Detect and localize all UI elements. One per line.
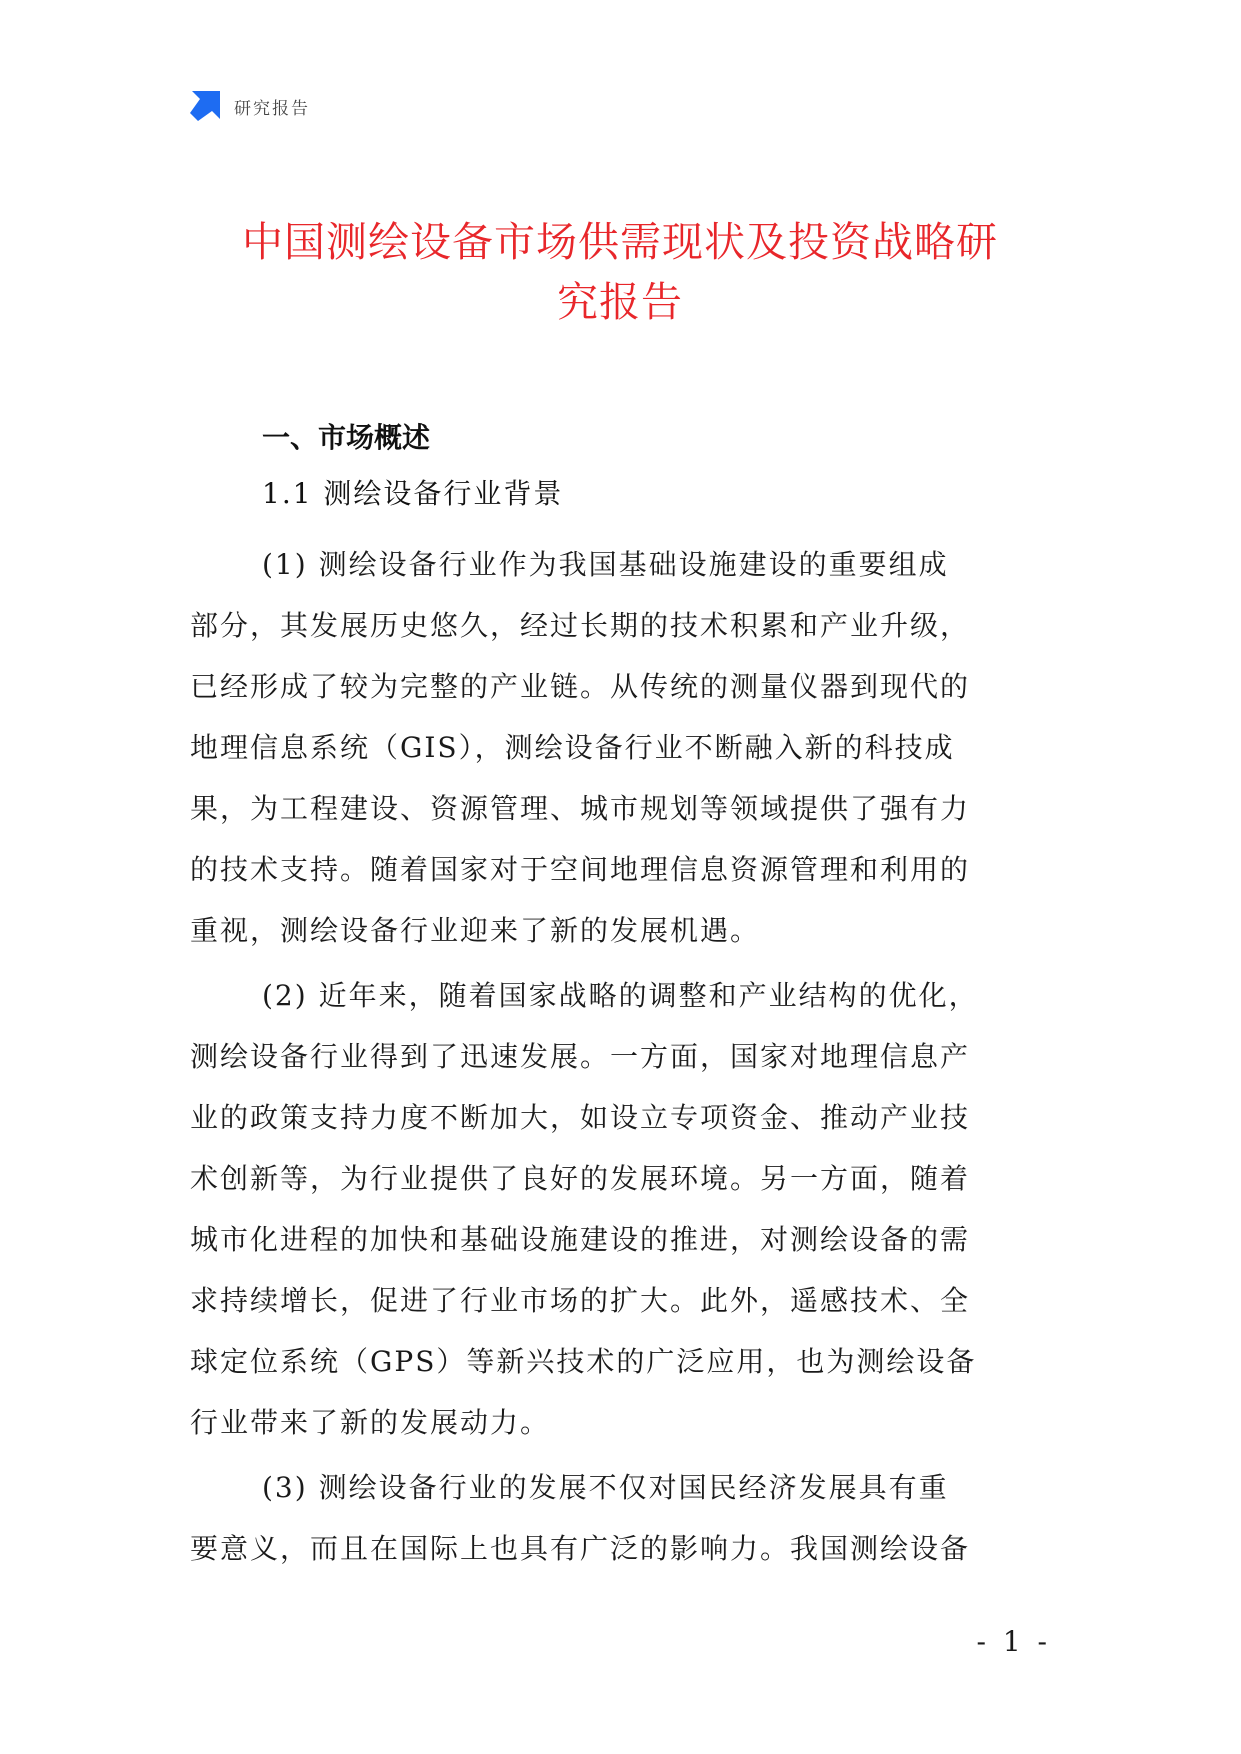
report-title: [190, 212, 1050, 332]
paragraph-line: 已经形成了较为完整的产业链。从传统的测量仪器到现代的: [190, 670, 971, 703]
section-subheading: 1.1 测绘设备行业背景: [262, 477, 564, 510]
paragraph-line: 测绘设备行业得到了迅速发展。一方面，国家对地理信息产: [190, 1040, 971, 1073]
header-label: 研究报告: [234, 98, 310, 119]
paragraph-line: 要意义，而且在国际上也具有广泛的影响力。我国测绘设备: [190, 1532, 971, 1565]
paragraph-line: 行业带来了新的发展动力。: [190, 1406, 551, 1439]
title-line-1: 中国测绘设备市场供需现状及投资战略研: [242, 218, 998, 266]
paragraph-line: (3) 测绘设备行业的发展不仅对国民经济发展具有重: [262, 1471, 949, 1504]
section-heading: 一、市场概述: [262, 421, 431, 454]
paragraph-line: 果，为工程建设、资源管理、城市规划等领域提供了强有力: [190, 792, 971, 825]
report-header: [190, 90, 310, 122]
paragraph-line: 重视，测绘设备行业迎来了新的发展机遇。: [190, 914, 761, 947]
arrow-up-right-icon: [190, 91, 220, 121]
report-body: [190, 418, 1050, 1579]
paragraph-line: (2) 近年来，随着国家战略的调整和产业结构的优化，: [262, 979, 979, 1012]
title-line-2: 究报告: [557, 278, 683, 326]
paragraph-1: [190, 534, 1050, 961]
paragraph-line: 地理信息系统（GIS），测绘设备行业不断融入新的科技成: [190, 731, 955, 764]
page-number: - 1 -: [976, 1625, 1051, 1658]
paragraph-3: [190, 1457, 1050, 1579]
paragraph-line: 业的政策支持力度不断加大，如设立专项资金、推动产业技: [190, 1101, 971, 1134]
paragraph-line: 求持续增长，促进了行业市场的扩大。此外，遥感技术、全: [190, 1284, 971, 1317]
paragraph-line: 的技术支持。随着国家对于空间地理信息资源管理和利用的: [190, 853, 971, 886]
paragraph-line: 部分，其发展历史悠久，经过长期的技术积累和产业升级，: [190, 609, 971, 642]
paragraph-line: 术创新等，为行业提供了良好的发展环境。另一方面，随着: [190, 1162, 971, 1195]
paragraph-line: 球定位系统（GPS）等新兴技术的广泛应用，也为测绘设备: [190, 1345, 977, 1378]
paragraph-line: 城市化进程的加快和基础设施建设的推进，对测绘设备的需: [190, 1223, 971, 1256]
paragraph-line: (1) 测绘设备行业作为我国基础设施建设的重要组成: [262, 548, 949, 581]
paragraph-2: [190, 965, 1050, 1453]
